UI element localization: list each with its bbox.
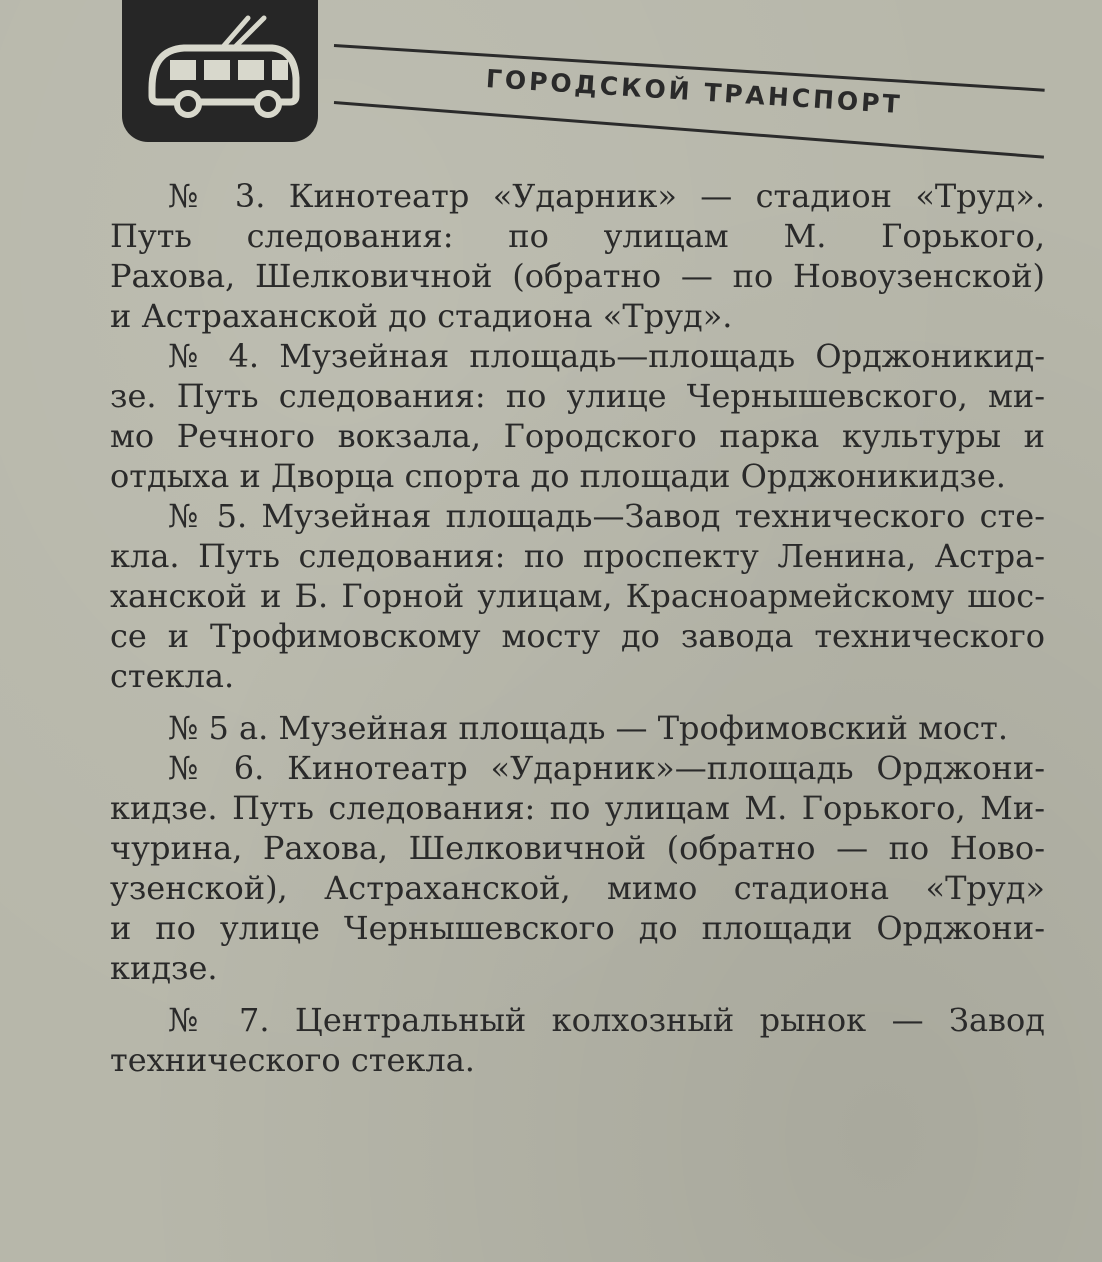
text-line: отдыха и Дворца спорта до площади Орджоникидзе. xyxy=(110,457,1006,495)
text-line: технического стекла. xyxy=(110,1041,475,1079)
text-line: и по улице Чернышевского до площади Орджони- xyxy=(110,909,1045,947)
text-line: се и Трофимовскому мосту до завода технического xyxy=(110,617,1045,655)
text-line: узенской), Астраханской, мимо стадиона «Труд» xyxy=(110,869,1045,907)
text-line: мо Речного вокзала, Городского парка культуры и xyxy=(110,417,1045,455)
text-line: чурина, Рахова, Шелковичной (обратно — по Ново- xyxy=(110,829,1045,867)
text-line: и Астраханской до стадиона «Труд». xyxy=(110,297,733,335)
text-line: № 3. Кинотеатр «Ударник» — стадион «Труд». xyxy=(168,177,1045,215)
route-6 xyxy=(110,748,1045,988)
text-line: кла. Путь следования: по проспекту Ленина, Астра- xyxy=(110,537,1045,575)
text-line: кидзе. xyxy=(110,949,218,987)
paragraph-gap xyxy=(110,696,1045,708)
route-4 xyxy=(110,336,1045,496)
route-5 xyxy=(110,496,1045,696)
text-line: ханской и Б. Горной улицам, Красноармейскому шос- xyxy=(110,577,1045,615)
text-line: зе. Путь следования: по улице Чернышевского, ми- xyxy=(110,377,1045,415)
text-line: Путь следования: по улицам М. Горького, xyxy=(110,217,1045,255)
section-logo xyxy=(122,0,318,142)
text-line: кидзе. Путь следования: по улицам М. Горького, Ми- xyxy=(110,789,1045,827)
text-line: № 5. Музейная площадь—Завод технического сте- xyxy=(168,497,1045,535)
text-line: стекла. xyxy=(110,657,235,695)
paragraph-gap xyxy=(110,988,1045,1000)
route-5a xyxy=(110,708,1045,748)
text-line: № 6. Кинотеатр «Ударник»—площадь Орджони- xyxy=(168,749,1045,787)
route-3 xyxy=(110,176,1045,336)
text-line: Рахова, Шелковичной (обратно — по Новоузенской) xyxy=(110,257,1045,295)
route-list xyxy=(110,176,1045,1080)
trolleybus-icon xyxy=(122,0,318,142)
text-line: № 5 а. Музейная площадь — Трофимовский мост. xyxy=(168,709,1009,747)
text-line: № 7. Центральный колхозный рынок — Завод xyxy=(168,1001,1045,1039)
route-7 xyxy=(110,1000,1045,1080)
text-line: № 4. Музейная площадь—площадь Орджоникид- xyxy=(168,337,1045,375)
running-header: ГОРОДСКОЙ ТРАНСПОРТ xyxy=(485,64,904,120)
header-rule-bottom xyxy=(334,101,1044,159)
